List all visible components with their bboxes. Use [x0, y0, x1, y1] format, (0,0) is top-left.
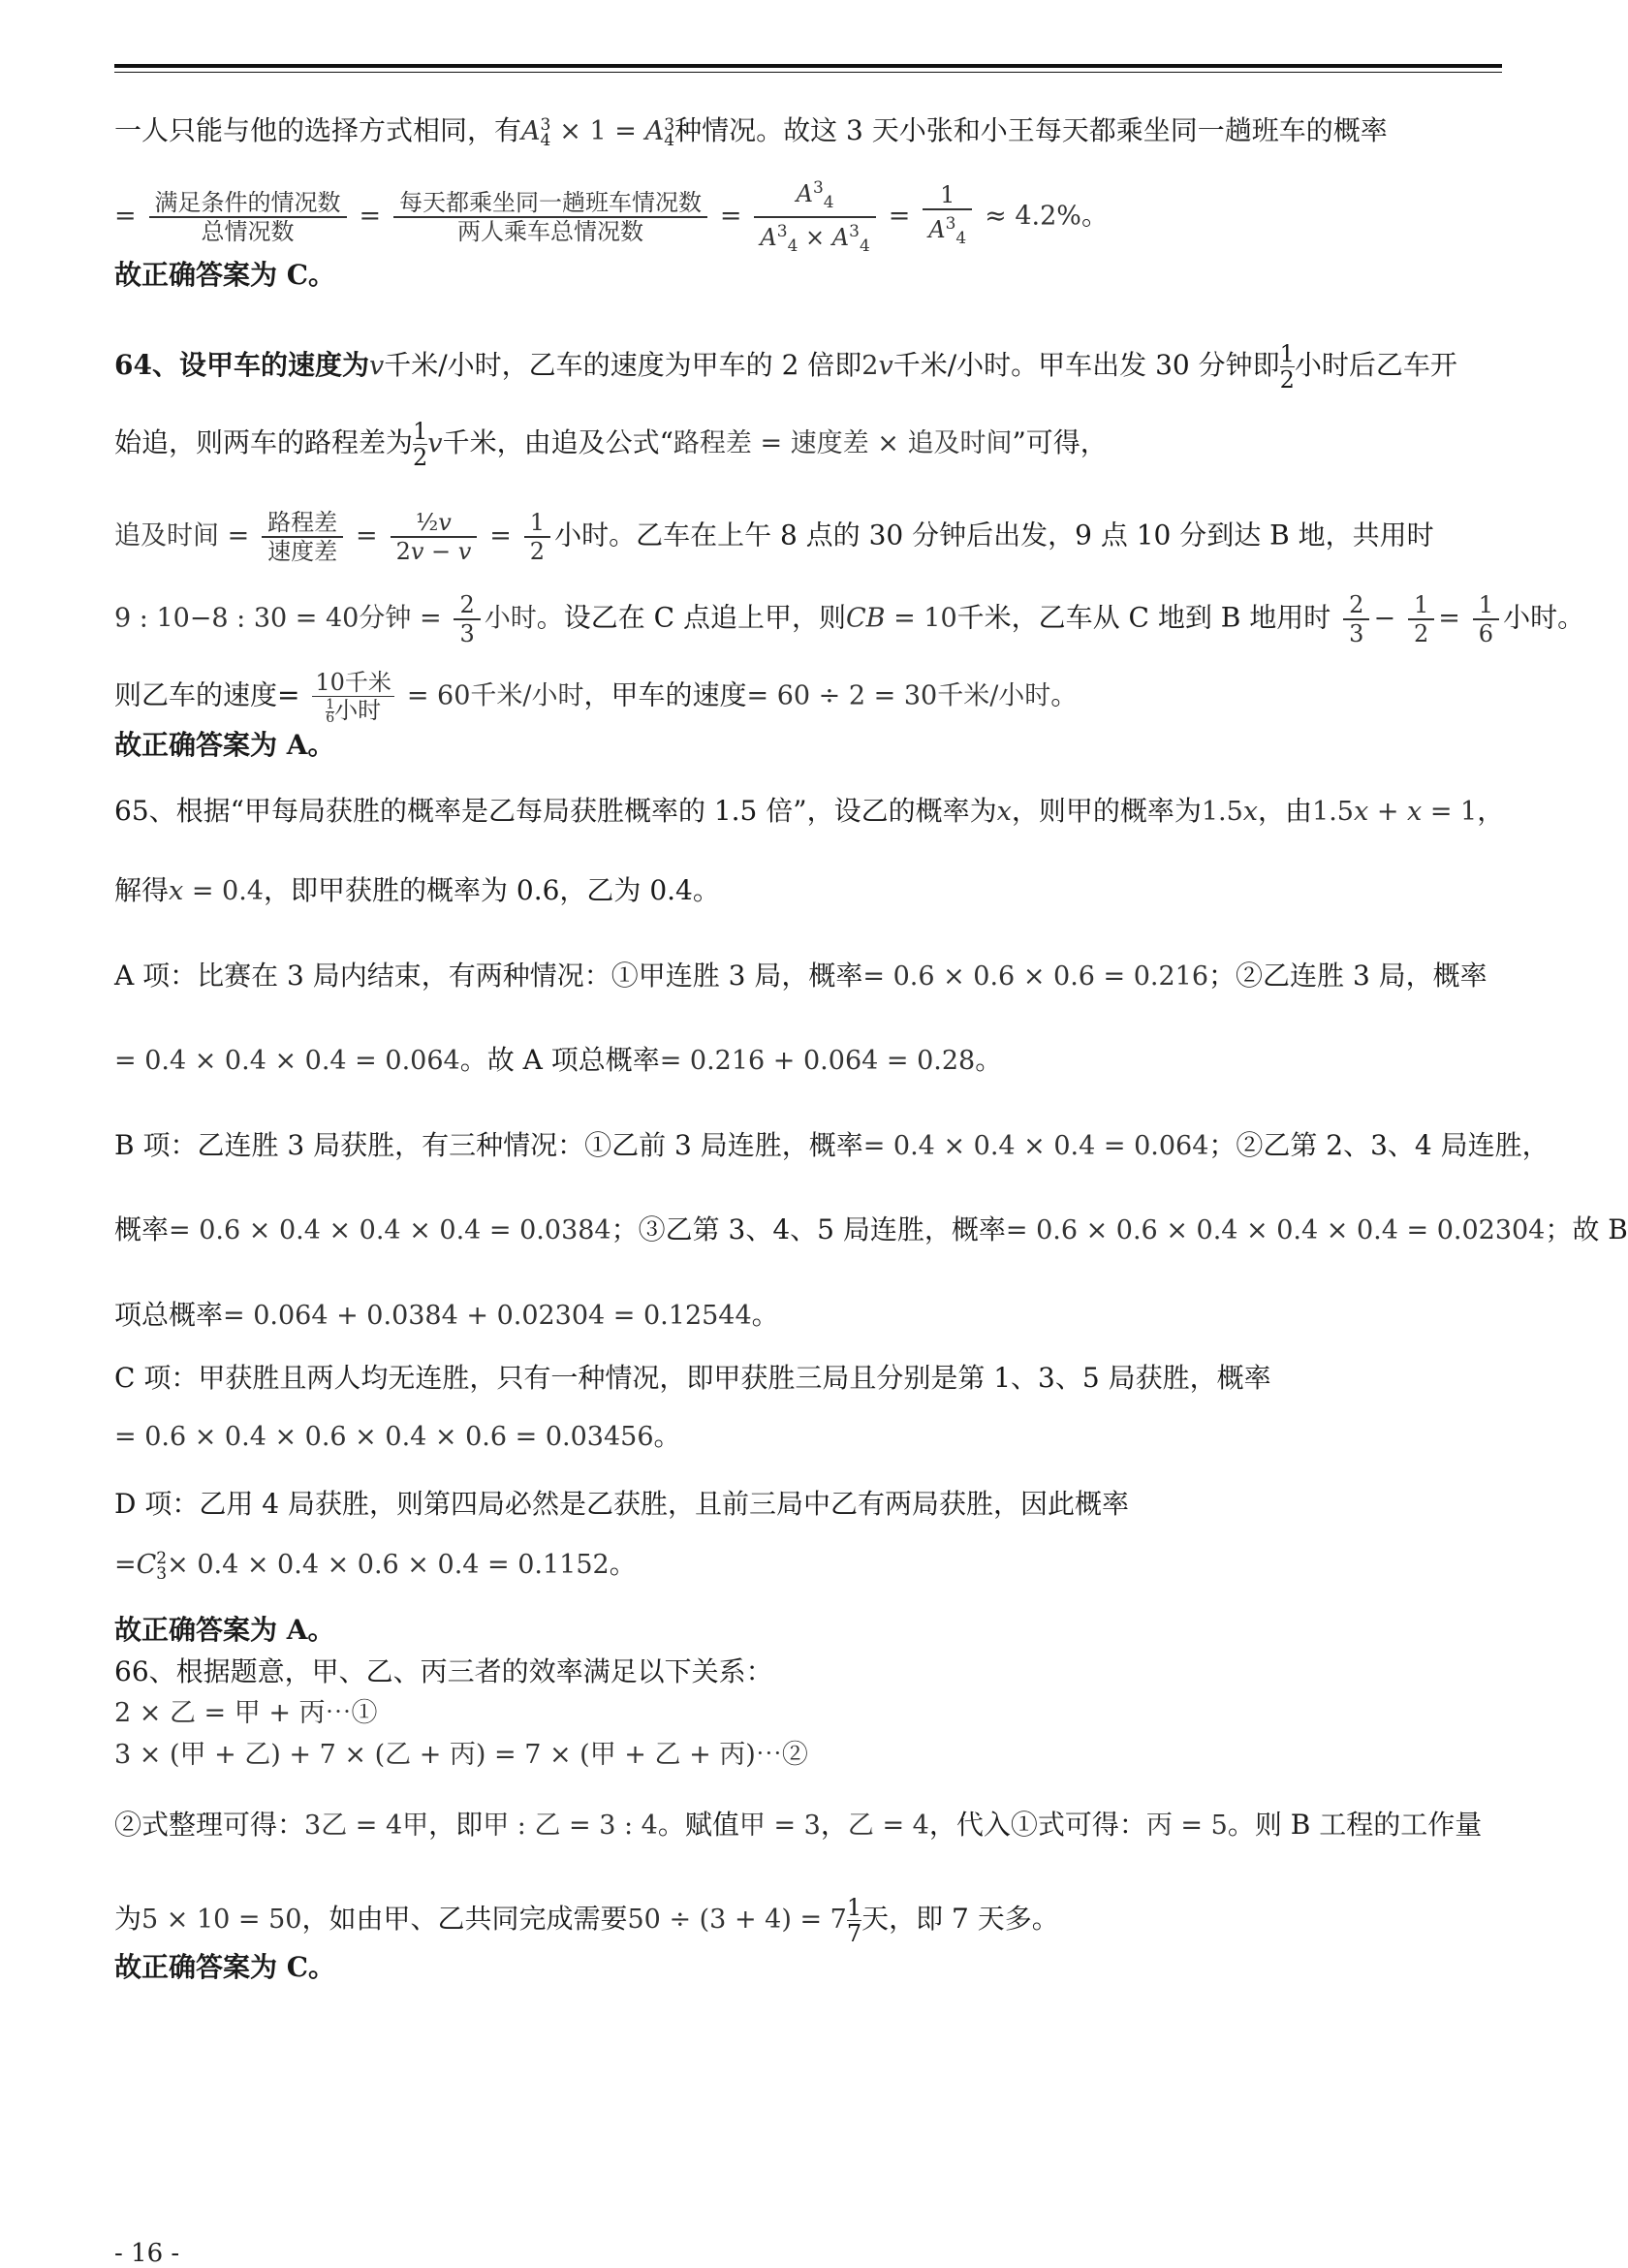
line-65-B1: B 项：乙连胜 3 局获胜，有三种情况：①乙前 3 局连胜，概率= 0.4 × 0.4 × 0.4 = 0.064；②乙第 2、3、4 局连胜，: [114, 1129, 1550, 1161]
line-65-2: 解得x = 0.4，即甲获胜的概率为 0.6，乙为 0.4。: [114, 874, 720, 906]
fraction: $\frac{\text{满足条件的情况数}}{\text{总情况数}}$: [149, 189, 347, 245]
math: ≈ 4.2%: [985, 201, 1081, 232]
line-65-C1: C 项：甲获胜且两人均无连胜，只有一种情况，即甲获胜三局且分别是第 1、3、5 局获胜，概率: [114, 1362, 1271, 1394]
answer-64: 故正确答案为 A。: [114, 729, 335, 761]
line-63-1: 一人只能与他的选择方式相同，有A 3 4 × 1 = A 3 4 种情况。故这 3 天小张和小王每天都乘坐同一趟班车的概率: [114, 114, 1388, 150]
line-64-2: 始追，则两车的路程差为 $\frac{1}{2}$ v千米，由追及公式“路程差 = 速度差 × 追及时间”可得，: [114, 418, 1108, 471]
line-65-D1: D 项：乙用 4 局获胜，则第四局必然是乙获胜，且前三局中乙有两局获胜，因此概率: [114, 1488, 1129, 1520]
line-66-1: 66、根据题意，甲、乙、丙三者的效率满足以下关系：: [114, 1655, 773, 1687]
answer-66: 故正确答案为 C。: [114, 1951, 336, 1983]
line-65-A1: A 项：比赛在 3 局内结束，有两种情况：①甲连胜 3 局，概率= 0.6 × 0.6 × 0.6 = 0.216；②乙连胜 3 局，概率: [114, 960, 1487, 992]
line-63-formula: = $\frac{\text{满足条件的情况数}}{\text{总情况数}}$ = $\frac{\text{每天都乘坐同一趟班车情况数}}{\text{两人乘车总情况数}}$ = $\frac{A^3_4}{A^3_4 \times A^3_4}$ = $\frac{1}{A^3_4}$ ≈ 4.2%。: [114, 174, 1109, 260]
text: 种情况。故这 3 天小张和小王每天都乘坐同一趟班车的概率: [674, 114, 1388, 146]
header-rule-thin: [114, 72, 1502, 73]
math: × 1 =: [559, 116, 637, 146]
line-65-1: 65、根据“甲每局获胜的概率是乙每局获胜概率的 1.5 倍”，设乙的概率为x，则甲的概率为1.5x，由1.5x + x = 1，: [114, 795, 1505, 827]
line-65-A2: = 0.4 × 0.4 × 0.4 = 0.064。故 A 项总概率= 0.216 + 0.064 = 0.28。: [114, 1044, 1003, 1076]
line-64-5: 则乙车的速度= 10千米 $\frac{1}{6}$ 小时 = 60千米/小时，甲车的速度= 60 ÷ 2 = 30千米/小时。: [114, 669, 1079, 726]
fraction: $\frac{\text{每天都乘坐同一趟班车情况数}}{\text{两人乘车总情况数}}$: [393, 189, 707, 245]
answer-65: 故正确答案为 A。: [114, 1614, 335, 1646]
text: 一人只能与他的选择方式相同，有: [114, 114, 522, 146]
header-rule-thick: [114, 64, 1502, 68]
answer-63: 故正确答案为 C。: [114, 259, 336, 291]
line-66-4: ②式整理可得：3乙 = 4甲，即甲 : 乙 = 3 : 4。赋值甲 = 3，乙 = 4，代入①式可得：丙 = 5。则 B 工程的工作量: [114, 1809, 1483, 1841]
line-64-3: 追及时间 = $\frac{\text{路程差}}{\text{速度差}}$ = $\frac{\text{½v}}{2v - v}$ = $\frac{1}{2}$ 小时。乙车在上午 8 点的 30 分钟后出发，9 点 10 分到达 B 地，共用时: [114, 509, 1434, 565]
page-number: - 16 -: [114, 2239, 180, 2268]
line-65-B3: 项总概率= 0.064 + 0.0384 + 0.02304 = 0.12544。: [114, 1299, 779, 1331]
line-66-2: 2 × 乙 = 甲 + 丙⋯①: [114, 1698, 378, 1728]
line-66-3: 3 × (甲 + 乙) + 7 × (乙 + 丙) = 7 × (甲 + 乙 + 丙)⋯②: [114, 1740, 808, 1770]
line-65-C2: = 0.6 × 0.4 × 0.6 × 0.4 × 0.6 = 0.03456。: [114, 1420, 681, 1452]
line-65-D2: =C 2 3 × 0.4 × 0.4 × 0.6 × 0.4 = 0.1152。: [114, 1548, 637, 1584]
fraction: $\frac{1}{A^3_4}$: [923, 181, 972, 252]
line-64-4: 9 : 10−8 : 30 = 40分钟 = $\frac{2}{3}$ 小时。设乙在 C 点追上甲，则CB = 10千米，乙车从 C 地到 B 地用时 $\frac{2}{3}$ − $\frac{1}{2}$ = $\frac{1}{6}$ 小时。: [114, 591, 1585, 647]
line-66-5: 为5 × 10 = 50，如由甲、乙共同完成需要50 ÷ (3 + 4) = 7 $\frac{1}{7}$ 天，即 7 天多。: [114, 1894, 1059, 1947]
line-65-B2: 概率= 0.6 × 0.4 × 0.4 × 0.4 = 0.0384；③乙第 3、4、5 局连胜，概率= 0.6 × 0.6 × 0.4 × 0.4 × 0.4 = 0.02304；故 B: [114, 1213, 1628, 1245]
fraction: $\frac{A^3_4}{A^3_4 \times A^3_4}$: [754, 174, 875, 260]
line-64-1: 64、设甲车的速度为v千米/小时，乙车的速度为甲车的 2 倍即2v千米/小时。甲车出发 30 分钟即 $\frac{1}{2}$ 小时后乙车开: [114, 340, 1457, 394]
